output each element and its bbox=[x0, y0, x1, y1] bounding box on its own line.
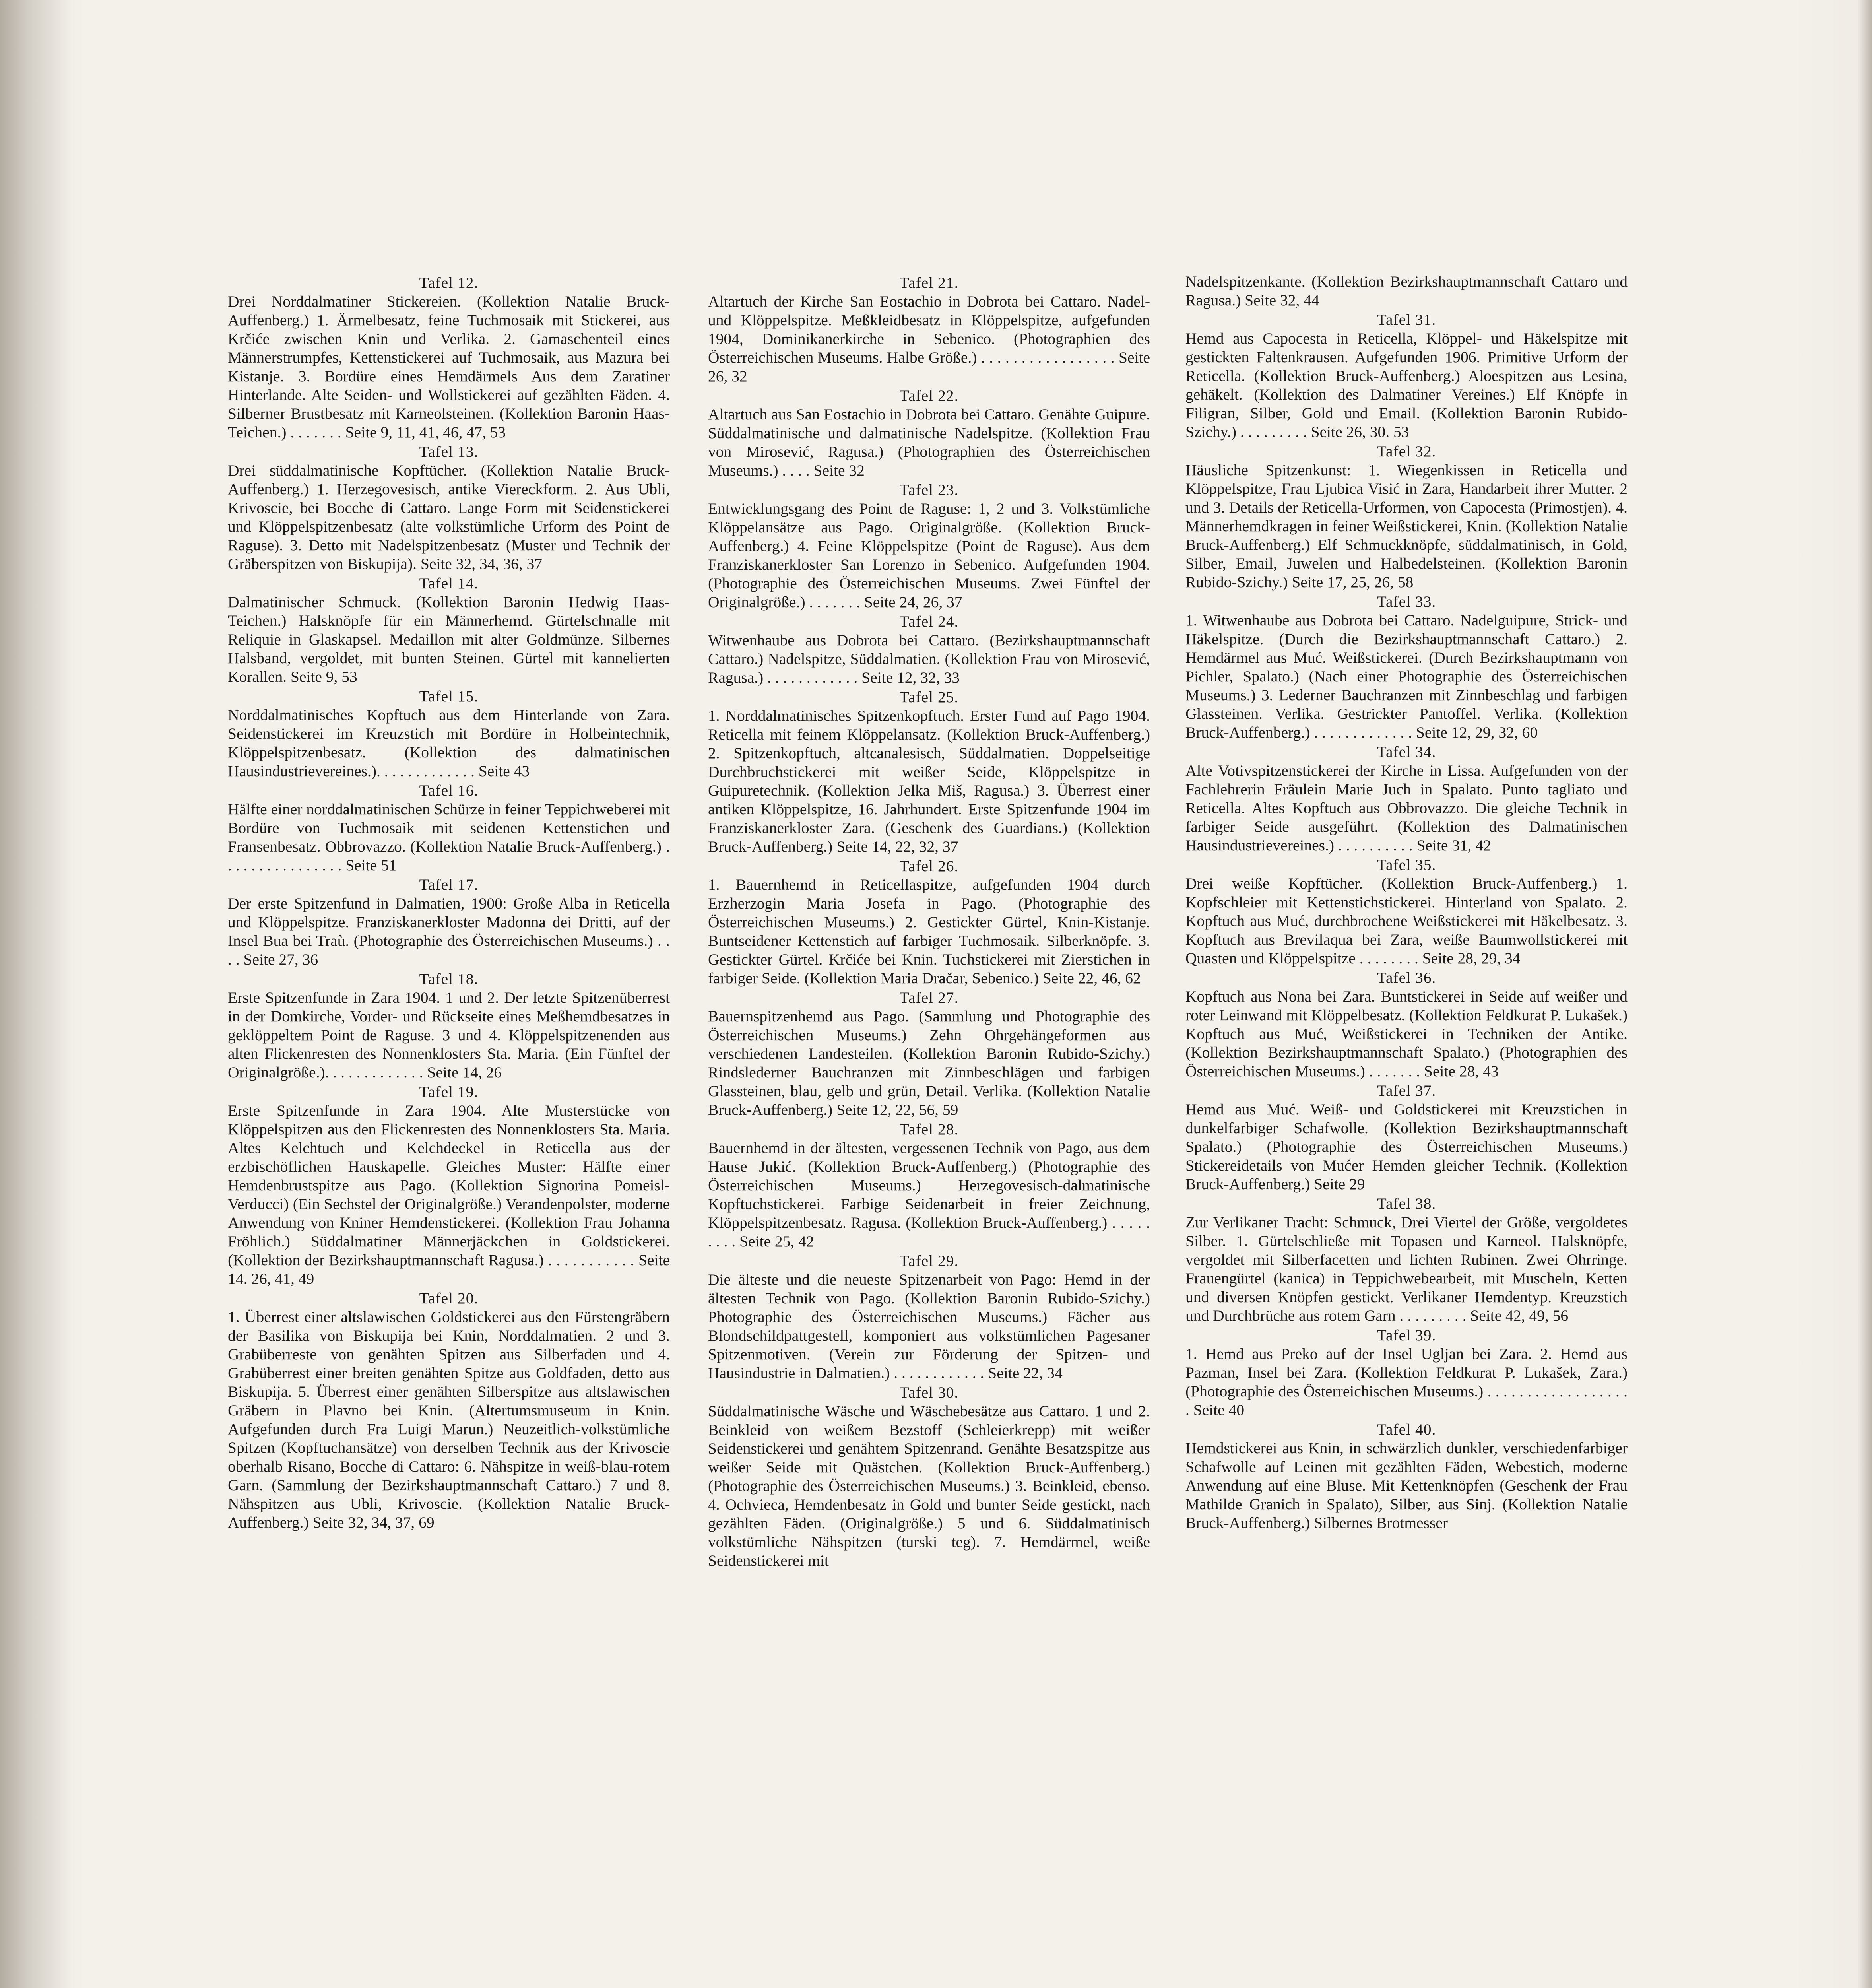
plate-entry bbox=[708, 481, 1150, 612]
plate-description: Drei Norddalmatiner Stickereien. (Kollektion Natalie Bruck-Auffenberg.) 1. Ärmelbesatz, feine Tuchmosaik mit Stickerei, aus Krčiće zwischen Knin und Verlika. 2. Gamaschenteil eines Männerstrumpfes, Kettenstickerei auf Tuchmosaik, aus Mazura bei Kistanje. 3. Bordüre eines Hemdärmels Aus dem Zaratiner Hinterlande. Alte Seiden- und Wollstickerei auf gezählten Fäden. 4. Silberner Brustbesatz mit Karneolsteinen. (Kollektion Baronin Haas-Teichen.) . . . . . . . Seite 9, 11, 41, 46, 47, 53 bbox=[228, 293, 670, 441]
plate-description: Drei süddalmatinische Kopftücher. (Kollektion Natalie Bruck-Auffenberg.) 1. Herzegovesisch, antike Viereckform. 2. Aus Ubli, Krivoscie, bei Bocche di Cattaro. Lange Form mit Seidenstickerei und Klöppelspitzenbesatz (alte volkstümliche Urform des Point de Raguse). 3. Detto mit Nadelspitzenbesatz (Muster und Technik der Gräberspitzen von Biskupija). Seite 32, 34, 36, 37 bbox=[228, 462, 670, 573]
plate-entry bbox=[1185, 592, 1628, 742]
text-column-1 bbox=[228, 274, 670, 1533]
plate-description: Süddalmatinische Wäsche und Wäschebesätze aus Cattaro. 1 und 2. Beinkleid von weißem Bezstoff (Schleierkrepp) mit weißer Seidenstickerei und genähtem Spitzenrand. Genähte Besatzspitze aus weißer Seide mit Quästchen. (Kollektion Bruck-Auffenberg.) (Photographie des Österreichischen Museums.) 3. Beinkleid, ebenso. 4. Ochvieca, Hemdenbesatz in Gold und bunter Seide gestickt, nach gezählten Fäden. (Originalgröße.) 5 und 6. Süddalmatinisch volkstümliche Nähspitzen (turski teg). 7. Hemdärmel, weiße Seidenstickerei mit bbox=[708, 1402, 1150, 1569]
plate-heading: Tafel 28. bbox=[899, 1120, 959, 1138]
plate-entry bbox=[228, 443, 670, 573]
plate-entry bbox=[1185, 1194, 1628, 1325]
plate-heading: Tafel 23. bbox=[899, 481, 959, 499]
plate-heading: Tafel 29. bbox=[899, 1252, 959, 1270]
plate-heading: Tafel 24. bbox=[899, 613, 959, 630]
plate-entry bbox=[1185, 1081, 1628, 1194]
plate-heading: Tafel 39. bbox=[1377, 1326, 1436, 1344]
plate-entry bbox=[708, 1120, 1150, 1251]
plate-description: Hemd aus Capocesta in Reticella, Klöppel- und Häkelspitze mit gestickten Faltenkrausen. Aufgefunden 1906. Primitive Urform der Reticella. (Kollektion Bruck-Auffenberg.) Aloespitzen aus Lesina, gehäkelt. (Kollektion des Dalmatiner Vereines.) Elf Knöpfe in Filigran, Silber, Gold und Email. (Kollektion Baronin Rubido-Szichy.) . . . . . . . . . Seite 26, 30. 53 bbox=[1185, 330, 1628, 441]
plate-description: Altartuch der Kirche San Eostachio in Dobrota bei Cattaro. Nadel- und Klöppelspitze. Meßkleidbesatz in Klöppelspitze, aufgefunden 1904, Dominikanerkirche in Sebenico. (Photographien des Österreichischen Museums. Halbe Größe.) . . . . . . . . . . . . . . . . . Seite 26, 32 bbox=[708, 293, 1150, 385]
plate-description: Witwenhaube aus Dobrota bei Cattaro. (Bezirkshauptmannschaft Cattaro.) Nadelspitze, Süddalmatien. (Kollektion Frau von Mirosević, Ragusa.) . . . . . . . . . . . . Seite 12, 32, 33 bbox=[708, 631, 1150, 686]
plate-heading: Tafel 15. bbox=[419, 687, 479, 705]
plate-heading: Tafel 14. bbox=[419, 575, 479, 592]
plate-entry bbox=[1185, 272, 1628, 310]
plate-description: Dalmatinischer Schmuck. (Kollektion Baronin Hedwig Haas-Teichen.) Halsknöpfe für ein Männerhemd. Gürtelschnalle mit Reliquie in Glaskapsel. Medaillon mit alter Goldmünze. Silbernes Halsband, vergoldet, mit bunten Steinen. Gürtel mit kannelierten Korallen. Seite 9, 53 bbox=[228, 593, 670, 685]
plate-heading: Tafel 21. bbox=[899, 274, 959, 291]
page-edge-shadow bbox=[1858, 0, 1872, 1988]
plate-heading: Tafel 16. bbox=[419, 782, 479, 799]
plate-heading: Tafel 26. bbox=[899, 857, 959, 875]
plate-heading: Tafel 25. bbox=[899, 688, 959, 706]
plate-heading: Tafel 31. bbox=[1377, 311, 1436, 328]
plate-heading: Tafel 30. bbox=[899, 1384, 959, 1401]
plate-entry bbox=[708, 857, 1150, 988]
plate-entry bbox=[1185, 856, 1628, 968]
plate-description: Bauernhemd in der ältesten, vergessenen Technik von Pago, aus dem Hause Jukić. (Kollektion Bruck-Auffenberg.) (Photographie des Österreichischen Museums.) Herzegovesisch-dalmatinische Kopftuchstickerei. Farbige Seidenarbeit in freier Zeichnung, Klöppelspitzenbesatz. Ragusa. (Kollektion Bruck-Auffenberg.) . . . . . . . . . Seite 25, 42 bbox=[708, 1139, 1150, 1250]
plate-heading: Tafel 36. bbox=[1377, 969, 1436, 986]
plate-heading: Tafel 12. bbox=[419, 274, 479, 291]
plate-description: Nadelspitzenkante. (Kollektion Bezirkshauptmannschaft Cattaro und Ragusa.) Seite 32, 44 bbox=[1185, 273, 1628, 309]
plate-description: 1. Überrest einer altslawischen Goldstickerei aus den Fürstengräbern der Basilika von Biskupija bei Knin, Norddalmatien. 2 und 3. Grabüberreste von genähten Spitzen aus Silberfaden und 4. Grabüberrest einer breiten genähten Spitze aus Goldfaden, detto aus Biskupija. 5. Überrest einer genähten Silberspitze aus altslawischen Gräbern in Plavno bei Knin. (Altertumsmuseum in Knin. Aufgefunden durch Fra Luigi Marun.) Neuzeitlich-volkstümliche Spitzen (Kopftuchansätze) von derselben Technik aus der Krivoscie oberhalb Risano, Bocche di Cattaro: 6. Nähspitze in weiß-blau-rotem Garn. (Sammlung der Bezirkshauptmannschaft Cattaro.) 7 und 8. Nähspitzen aus Ubli, Krivoscie. (Kollektion Natalie Bruck-Auffenberg.) Seite 32, 34, 37, 69 bbox=[228, 1308, 670, 1531]
plate-description: Kopftuch aus Nona bei Zara. Buntstickerei in Seide auf weißer und roter Leinwand mit Klöppelbesatz. (Kollektion Feldkurat P. Lukašek.) Kopftuch aus Muć, Weißstickerei in Techniken der Antike. (Kollektion Bezirkshauptmannschaft Spalato.) (Photographien des Österreichischen Museums.) . . . . . . . Seite 28, 43 bbox=[1185, 988, 1628, 1080]
plate-entry bbox=[228, 1289, 670, 1532]
plate-entry bbox=[708, 688, 1150, 856]
plate-entry bbox=[708, 988, 1150, 1119]
plate-description: Bauernspitzenhemd aus Pago. (Sammlung und Photographie des Österreichischen Museums.) Zehn Ohrgehängeformen aus verschiedenen Landesteilen. (Kollektion Baronin Rubido-Szichy.) Rindslederner Bauchranzen mit Zinnbeschlägen und farbigen Glassteinen, blau, gelb und grün, Detail. Verlika. (Kollektion Natalie Bruck-Auffenberg.) Seite 12, 22, 56, 59 bbox=[708, 1008, 1150, 1118]
plate-entry bbox=[228, 687, 670, 780]
plate-description: Entwicklungsgang des Point de Raguse: 1, 2 und 3. Volkstümliche Klöppelansätze aus Pago. Originalgröße. (Kollektion Bruck-Auffenberg.) 4. Feine Klöppelspitze (Point de Raguse). Aus dem Franziskanerkloster San Lorenzo in Sebenico. Aufgefunden 1904. (Photographie des Österreichischen Museums. Zwei Fünftel der Originalgröße.) . . . . . . . Seite 24, 26, 37 bbox=[708, 500, 1150, 611]
plate-heading: Tafel 27. bbox=[899, 989, 959, 1006]
plate-description: 1. Witwenhaube aus Dobrota bei Cattaro. Nadelguipure, Strick- und Häkelspitze. (Durch die Bezirkshauptmannschaft Cattaro.) 2. Hemdärmel aus Muć. Weißstickerei. (Durch Bezirkshauptmann von Pichler, Spalato.) (Nach einer Photographie des Österreichischen Museums.) 3. Lederner Bauchranzen mit Zinnbeschlag und farbigen Glassteinen. Verlika. Gestrickter Pantoffel. Verlika. (Kollektion Bruck-Auffenberg.) . . . . . . . . . . . . . Seite 12, 29, 32, 60 bbox=[1185, 612, 1628, 741]
plate-heading: Tafel 22. bbox=[899, 387, 959, 404]
plate-heading: Tafel 35. bbox=[1377, 856, 1436, 874]
plate-description: 1. Hemd aus Preko auf der Insel Ugljan bei Zara. 2. Hemd aus Pazman, Insel bei Zara. (Kollektion Feldkurat P. Lukašek, Zara.) (Photographie des Österreichischen Museums.) . . . . . . . . . . . . . . . . . . . Seite 40 bbox=[1185, 1345, 1628, 1419]
plate-entry bbox=[1185, 743, 1628, 855]
plate-heading: Tafel 34. bbox=[1377, 743, 1436, 761]
plate-heading: Tafel 19. bbox=[419, 1083, 479, 1101]
text-column-3 bbox=[1185, 272, 1628, 1533]
plate-entry bbox=[708, 386, 1150, 480]
plate-heading: Tafel 13. bbox=[419, 443, 479, 460]
plate-description: Norddalmatinisches Kopftuch aus dem Hinterlande von Zara. Seidenstickerei im Kreuzstich mit Bordüre in Holbeintechnik, Klöppelspitzenbesatz. (Kollektion des dalmatinischen Hausindustrievereines.). . . . . . . . . . . . . Seite 43 bbox=[228, 706, 670, 780]
book-gutter-shadow bbox=[0, 0, 72, 1988]
plate-heading: Tafel 17. bbox=[419, 876, 479, 893]
plate-entry bbox=[228, 274, 670, 442]
plate-entry bbox=[1185, 311, 1628, 441]
plate-description: Altartuch aus San Eostachio in Dobrota bei Cattaro. Genähte Guipure. Süddalmatinische und dalmatinische Nadelspitze. (Kollektion Frau von Mirosević, Ragusa.) (Photographien des Österreichischen Museums.) . . . . Seite 32 bbox=[708, 406, 1150, 479]
plate-description: Zur Verlikaner Tracht: Schmuck, Drei Viertel der Größe, vergoldetes Silber. 1. Gürtelschließe mit Topasen und Karneol. Halsknöpfe, vergoldet mit Silberfacetten und lichten Rubinen. Zwei Ohrringe. Frauengürtel (kanica) in Teppichwebearbeit, mit Muscheln, Ketten und diversen Knöpfen gestickt. Verlikaner Hemdentyp. Kreuzstich und Durchbrüche aus rotem Garn . . . . . . . . . Seite 42, 49, 56 bbox=[1185, 1213, 1628, 1324]
plate-entry bbox=[228, 1083, 670, 1288]
plate-description: Häusliche Spitzenkunst: 1. Wiegenkissen in Reticella und Klöppelspitze, Frau Ljubica Visić in Zara, Handarbeit ihrer Mutter. 2 und 3. Details der Reticella-Urformen, von Capocesta (Primostjen). 4. Männerhemdkragen in feiner Weißstickerei, Knin. (Kollektion Natalie Bruck-Auffenberg.) Elf Schmuckknöpfe, süddalmatinisch, in Gold, Silber, Email, Juwelen und Halbedelsteinen. (Kollektion Baronin Rubido-Szichy.) Seite 17, 25, 26, 58 bbox=[1185, 461, 1628, 591]
plate-heading: Tafel 37. bbox=[1377, 1082, 1436, 1099]
plate-description: 1. Norddalmatinisches Spitzenkopftuch. Erster Fund auf Pago 1904. Reticella mit feinem Klöppelansatz. (Kollektion Bruck-Auffenberg.) 2. Spitzenkopftuch, altcanalesisch, Süddalmatien. Doppelseitige Durchbruchstickerei mit weißer Seide, Klöppelspitze in Guipuretechnik. (Kollektion Jelka Miš, Ragusa.) 3. Überrest einer antiken Klöppelspitze, 16. Jahrhundert. Erste Spitzenfunde 1904 im Franziskanerkloster Zara. (Geschenk des Guardians.) (Kollektion Bruck-Auffenberg.) Seite 14, 22, 32, 37 bbox=[708, 707, 1150, 855]
plate-entry bbox=[708, 612, 1150, 687]
plate-entry bbox=[228, 574, 670, 686]
plate-entry bbox=[1185, 442, 1628, 592]
plate-entry bbox=[1185, 969, 1628, 1081]
plate-entry bbox=[228, 781, 670, 875]
plate-description: Der erste Spitzenfund in Dalmatien, 1900: Große Alba in Reticella und Klöppelspitze. Franziskanerkloster Madonna dei Dritti, auf der Insel Bua bei Traù. (Photographie des Österreichischen Museums.) . . . . Seite 27, 36 bbox=[228, 895, 670, 968]
plate-entry bbox=[1185, 1326, 1628, 1419]
plate-heading: Tafel 40. bbox=[1377, 1421, 1436, 1438]
plate-description: Erste Spitzenfunde in Zara 1904. 1 und 2. Der letzte Spitzenüberrest in der Domkirche, Vorder- und Rückseite eines Meßhemdbesatzes in geklöppeltem Point de Raguse. 3 und 4. Klöppelspitzenenden aus alten Flickenresten des Nonnenklosters Sta. Maria. (Ein Fünftel der Originalgröße.). . . . . . . . . . . . . Seite 14, 26 bbox=[228, 989, 670, 1081]
text-column-2 bbox=[708, 274, 1150, 1571]
plate-description: Die älteste und die neueste Spitzenarbeit von Pago: Hemd in der ältesten Technik von Pago. (Kollektion Baronin Rubido-Szichy.) Photographie des Österreichischen Museums.) Fächer aus Blondschildpattgestell, komponiert aus volkstümlichen Pagesaner Spitzenmotiven. (Verein zur Förderung der Spitzen- und Hausindustrie in Dalmatien.) . . . . . . . . . . . . Seite 22, 34 bbox=[708, 1271, 1150, 1382]
plate-heading: Tafel 33. bbox=[1377, 593, 1436, 610]
plate-entry bbox=[708, 1252, 1150, 1382]
plate-description: Drei weiße Kopftücher. (Kollektion Bruck-Auffenberg.) 1. Kopfschleier mit Kettenstichstickerei. Hinterland von Spalato. 2. Kopftuch aus Muć, durchbrochene Weißstickerei mit Häkelbesatz. 3. Kopftuch aus Brevilaqua bei Zara, weiße Baumwollstickerei mit Quasten und Klöppelspitze . . . . . . . . Seite 28, 29, 34 bbox=[1185, 875, 1628, 967]
plate-description: Erste Spitzenfunde in Zara 1904. Alte Musterstücke von Klöppelspitzen aus den Flickenresten des Nonnenklosters Sta. Maria. Altes Kelchtuch und Kelchdeckel in Reticella aus der erzbischöflichen Hauskapelle. Gleiches Muster: Hälfte einer Hemdenbrustspitze aus Pago. (Kollektion Signorina Pomeisl-Verducci) (Ein Sechstel der Originalgröße.) Verandenpolster, moderne Anwendung von Kniner Hemdenstickerei. (Kollektion Frau Johanna Fröhlich.) Süddalmatiner Männerjäckchen in Goldstickerei. (Kollektion der Bezirkshauptmannschaft Ragusa.) . . . . . . . . . . . Seite 14. 26, 41, 49 bbox=[228, 1102, 670, 1287]
plate-entry bbox=[708, 1383, 1150, 1570]
plate-heading: Tafel 32. bbox=[1377, 443, 1436, 460]
plate-entry bbox=[708, 274, 1150, 386]
plate-description: Hemd aus Muć. Weiß- und Goldstickerei mit Kreuzstichen in dunkelfarbiger Schafwolle. (Kollektion Bezirkshauptmannschaft Spalato.) (Photographie des Österreichischen Museums.) Stickereidetails von Mućer Hemden gleicher Technik. (Kollektion Bruck-Auffenberg.) Seite 29 bbox=[1185, 1101, 1628, 1193]
plate-entry bbox=[228, 970, 670, 1082]
plate-heading: Tafel 38. bbox=[1377, 1195, 1436, 1212]
plate-heading: Tafel 20. bbox=[419, 1289, 479, 1307]
plate-description: Hälfte einer norddalmatinischen Schürze in feiner Teppichweberei mit Bordüre von Tuchmosaik mit seidenen Kettenstichen und Fransenbesatz. Obbrovazzo. (Kollektion Natalie Bruck-Auffenberg.) . . . . . . . . . . . . . . . . Seite 51 bbox=[228, 800, 670, 874]
plate-entry bbox=[228, 876, 670, 969]
plate-description: 1. Bauernhemd in Reticellaspitze, aufgefunden 1904 durch Erzherzogin Maria Josefa in Pago. (Photographie des Österreichischen Museums.) 2. Gestickter Gürtel, Knin-Kistanje. Buntseidener Kettenstich auf farbiger Tuchmosaik. Silberknöpfe. 3. Gestickter Gürtel. Krčiće bei Knin. Tuchstickerei mit Zierstichen in farbiger Seide. (Kollektion Maria Dračar, Sebenico.) Seite 22, 46, 62 bbox=[708, 876, 1150, 987]
plate-description: Hemdstickerei aus Knin, in schwärzlich dunkler, verschiedenfarbiger Schafwolle auf Leinen mit gezählten Fäden, Webestich, moderne Anwendung auf eine Bluse. Mit Kettenknöpfen (Geschenk der Frau Mathilde Granich in Spalato), Silber, aus Sinj. (Kollektion Natalie Bruck-Auffenberg.) Silbernes Brotmesser bbox=[1185, 1439, 1628, 1532]
plate-description: Alte Votivspitzenstickerei der Kirche in Lissa. Aufgefunden von der Fachlehrerin Fräulein Marie Juch in Spalato. Punto tagliato und Reticella. Altes Kopftuch aus Obbrovazzo. Die gleiche Technik in farbiger Seide ausgeführt. (Kollektion des Dalmatinischen Hausindustrievereines.) . . . . . . . . . . Seite 31, 42 bbox=[1185, 762, 1628, 854]
plate-entry bbox=[1185, 1420, 1628, 1532]
plate-heading: Tafel 18. bbox=[419, 970, 479, 988]
